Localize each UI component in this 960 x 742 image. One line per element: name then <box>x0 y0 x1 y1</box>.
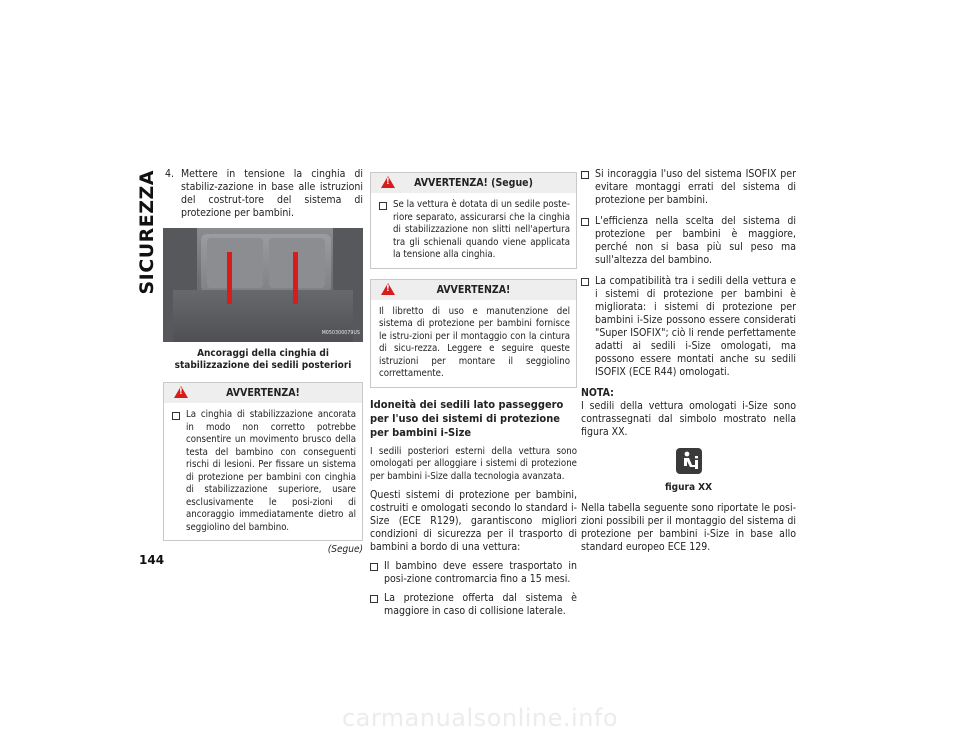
photo-code: M050300079US <box>321 330 360 336</box>
warning-text: Il libretto di uso e manutenzione del sistema di protezione per bambini fornisce le istru-zioni per il montaggio con la cintura di sicu-rezza. Leggere e seguire queste istruzioni per montare il seggiolino correttamente. <box>379 305 570 379</box>
list-item: L'efficienza nella scelta del sistema di protezione per bambini è maggiore, perché non si basa più sul peso ma sull'altezza del bambino. <box>581 215 796 267</box>
warning-title: AVVERTENZA! (Segue) <box>414 177 533 189</box>
step-4 <box>165 168 363 220</box>
photo-caption: Ancoraggi della cinghia di stabilizzazione dei sedili posteriori <box>174 348 352 371</box>
figure-caption: figura XX <box>664 482 713 493</box>
bullet-box-icon <box>581 218 589 226</box>
bullet-box-icon <box>172 412 180 420</box>
warning-box-2 <box>370 279 577 388</box>
bullet-box-icon <box>370 595 378 603</box>
page-number: 144 <box>139 553 165 567</box>
isize-figure <box>581 447 796 479</box>
column-3 <box>581 168 796 560</box>
continued-label: (Segue) <box>327 544 363 555</box>
section-tab: SICUREZZA <box>136 170 158 295</box>
warning-triangle-icon <box>381 176 395 188</box>
column-1 <box>163 168 363 556</box>
note-label: NOTA: <box>581 387 614 399</box>
warning-title: AVVERTENZA! <box>226 387 300 399</box>
final-paragraph: Nella tabella seguente sono riportate le posi-zioni possibili per il montaggio del sistema di protezione per bambini i-Size in base allo standard europeo ECE 129. <box>581 502 796 553</box>
warning-box-continued <box>370 172 577 269</box>
list-item: Il bambino deve essere trasportato in posi-zione contromarcia fino a 15 mesi. <box>370 560 577 586</box>
tether-strap-left <box>227 252 232 304</box>
tether-strap-right <box>293 252 298 304</box>
bullet-box-icon <box>581 278 589 286</box>
list-item: La protezione offerta dal sistema è maggiore in caso di collisione laterale. <box>370 592 577 618</box>
column-2 <box>370 168 577 618</box>
list-item: Si incoraggia l'uso del sistema ISOFIX per evitare montaggi errati del sistema di protezione per bambini. <box>581 168 796 207</box>
step-text: Mettere in tensione la cinghia di stabiliz-zazione in base alle istruzioni del costrut-tore del sistema di protezione per bambini. <box>181 168 363 219</box>
isize-seat-icon <box>675 447 703 475</box>
watermark: carmanualsonline.info <box>341 704 619 732</box>
note-text: I sedili della vettura omologati i-Size sono contrassegnati dal simbolo mostrato nella figura XX. <box>581 400 796 438</box>
intro-text: I sedili posteriori esterni della vettura sono omologati per alloggiare i sistemi di protezione per bambini i-Size dalla tecnologia avanzata. <box>370 445 577 482</box>
list-item: La cinghia di stabilizzazione ancorata in modo non corretto potrebbe consentire un movimento brusco della testa del bambino con conseguenti rischi di lesioni. Per fissare un sistema di protezione per bambini con cinghia di stabilizzazione superiore, usare esclusivamente le posi-zioni di ancoraggio immediatamente dietro al seggiolino del bambino. <box>172 409 356 534</box>
bullet-box-icon <box>379 202 387 210</box>
warning-triangle-icon <box>381 283 395 295</box>
list-item: Se la vettura è dotata di un sedile poste-riore separato, assicurarsi che la cinghia di stabilizzazione non slitti nell'apertura tra gli schienali quando viene applicata la tensione alla cinghia. <box>379 199 570 262</box>
bullet-box-icon <box>581 171 589 179</box>
warning-title: AVVERTENZA! <box>436 283 511 296</box>
body-paragraph: Questi sistemi di protezione per bambini, costruiti e omologati secondo lo standard i-Size (ECE R129), garantiscono migliori condizioni di sicurezza per il trasporto di bambini a bordo di una vettura: <box>370 489 577 553</box>
section-heading: Idoneità dei sedili lato passeggero per l'uso dei sistemi di protezione per bambini i-Size <box>370 397 564 439</box>
warning-triangle-icon <box>174 386 188 398</box>
warning-box-1 <box>163 382 363 541</box>
list-item: La compatibilità tra i sedili della vettura e i sistemi di protezione per bambini è migliorata: i sistemi di protezione per bambini i-Size possono essere considerati "Super ISOFIX"; ciò li rende perfettamente adatti ai sedili i-Size omologati, ma possono essere montati anche su sedili ISOFIX (ECE R44) omologati. <box>581 275 796 379</box>
tether-anchor-photo <box>163 228 363 342</box>
bullet-box-icon <box>370 563 378 571</box>
step-number: 4. <box>165 168 175 180</box>
